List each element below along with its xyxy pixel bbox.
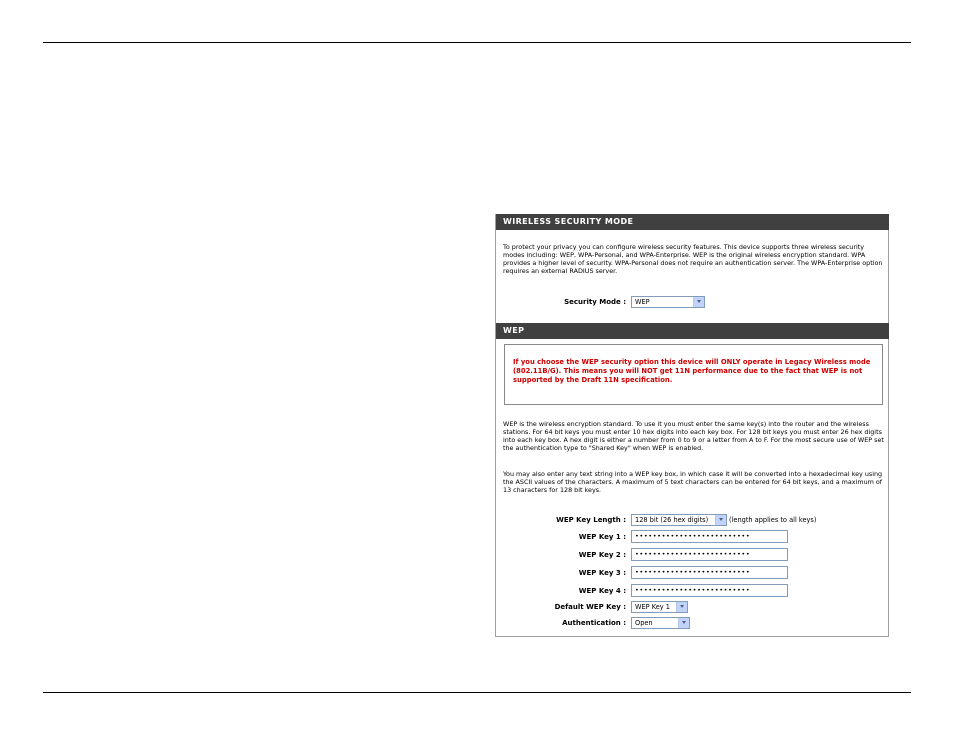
authentication-value: Open bbox=[635, 619, 653, 627]
wep-key-4-input[interactable]: •••••••••••••••••••••••••• bbox=[631, 584, 788, 597]
wep-key-length-note: (length applies to all keys) bbox=[729, 516, 817, 524]
authentication-label: Authentication : bbox=[562, 619, 626, 627]
wep-text-key-description: You may also enter any text string into a WEP key box, in which case it will be converted into a hexadecimal key using the ASCII values of the characters. A maximum of 5 text characters can be entered for 64 bit keys, and a maximum of 13 characters for 128 bit keys. bbox=[503, 470, 883, 494]
wep-key-length-label: WEP Key Length : bbox=[556, 516, 626, 524]
wep-key-4-label: WEP Key 4 : bbox=[578, 587, 626, 595]
wep-warning-text: If you choose the WEP security option this device will ONLY operate in Legacy Wireless mode (802.11B/G). This means you will NOT get 11N performance due to the fact that WEP is not supported by the Draft 11N specification. bbox=[513, 358, 871, 384]
wep-key-length-value: 128 bit (26 hex digits) bbox=[635, 516, 709, 524]
wep-key-length-row bbox=[496, 513, 889, 527]
wep-key-3-label: WEP Key 3 : bbox=[578, 569, 626, 577]
wireless-settings-panel bbox=[495, 214, 889, 637]
chevron-down-icon[interactable] bbox=[678, 618, 689, 628]
default-wep-key-label: Default WEP Key : bbox=[554, 603, 626, 611]
authentication-row bbox=[496, 616, 889, 630]
wireless-security-intro: To protect your privacy you can configure wireless security features. This device supports three wireless security modes including: WEP, WPA-Personal, and WPA-Enterprise. WEP is the original wireless encryption standard. WPA provides a higher level of security. WPA-Personal does not require an authentication server. The WPA-Enterprise option requires an external RADIUS server. bbox=[503, 243, 883, 275]
section-header-wep: WEP bbox=[496, 323, 889, 339]
security-mode-row bbox=[496, 295, 889, 309]
wep-key-1-label: WEP Key 1 : bbox=[578, 533, 626, 541]
wep-key-1-row bbox=[496, 530, 889, 544]
section-header-wireless-security-mode: WIRELESS SECURITY MODE bbox=[496, 214, 889, 230]
authentication-select[interactable] bbox=[631, 617, 690, 629]
bottom-divider bbox=[43, 692, 911, 693]
chevron-down-icon[interactable] bbox=[676, 602, 687, 612]
security-mode-value: WEP bbox=[635, 298, 650, 306]
wep-key-3-row bbox=[496, 566, 889, 580]
wep-key-1-input[interactable]: •••••••••••••••••••••••••• bbox=[631, 530, 788, 543]
wep-key-2-label: WEP Key 2 : bbox=[578, 551, 626, 559]
wep-key-4-row bbox=[496, 584, 889, 598]
wep-warning-box bbox=[504, 344, 883, 405]
default-wep-key-select[interactable] bbox=[631, 601, 688, 613]
default-wep-key-row bbox=[496, 600, 889, 614]
chevron-down-icon[interactable] bbox=[693, 297, 704, 307]
security-mode-select[interactable] bbox=[631, 296, 705, 308]
top-divider bbox=[43, 42, 911, 43]
wep-key-2-input[interactable]: •••••••••••••••••••••••••• bbox=[631, 548, 788, 561]
wep-key-2-row bbox=[496, 548, 889, 562]
chevron-down-icon[interactable] bbox=[715, 515, 726, 525]
security-mode-label: Security Mode : bbox=[564, 298, 626, 306]
wep-key-3-input[interactable]: •••••••••••••••••••••••••• bbox=[631, 566, 788, 579]
wep-key-length-select[interactable] bbox=[631, 514, 727, 526]
wep-description: WEP is the wireless encryption standard. To use it you must enter the same key(s) into the router and the wireless stations. For 64 bit keys you must enter 10 hex digits into each key box. For 128 bit keys you must enter 26 hex digits into each key box. A hex digit is either a number from 0 to 9 or a letter from A to F. For the most secure use of WEP set the authentication type to "Shared Key" when WEP is enabled. bbox=[503, 420, 884, 452]
default-wep-key-value: WEP Key 1 bbox=[635, 603, 671, 611]
